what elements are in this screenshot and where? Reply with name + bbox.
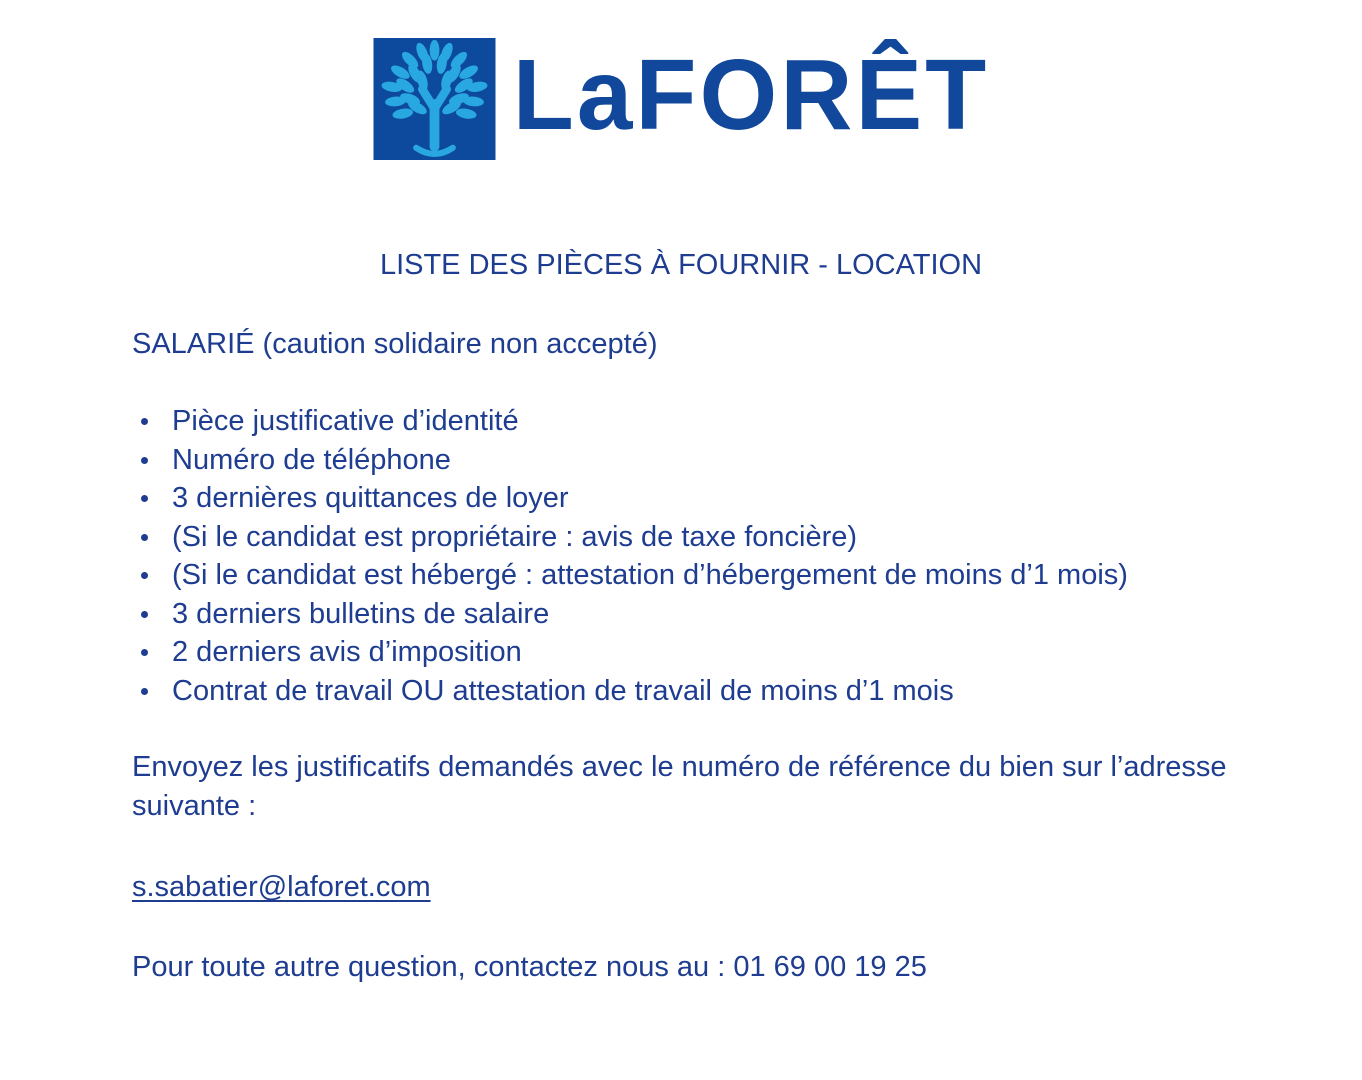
email-line xyxy=(132,868,1362,907)
bullet-icon xyxy=(141,611,148,618)
list-item xyxy=(132,595,1247,634)
page-title: LISTE DES PIÈCES À FOURNIR - LOCATION xyxy=(379,249,983,281)
list-item xyxy=(132,479,1247,518)
email-link[interactable]: s.sabatier@laforet.com xyxy=(132,871,431,903)
laforet-wordmark: LaFORÊT xyxy=(512,39,990,151)
bullet-icon xyxy=(141,688,148,695)
section-heading: SALARIÉ (caution solidaire non accepté) xyxy=(132,327,658,360)
contact-text: Pour toute autre question, contactez nous au : 01 69 00 19 25 xyxy=(132,950,927,983)
list-item xyxy=(132,672,1247,711)
laforet-tree-icon xyxy=(373,38,496,160)
list-item-text: Pièce justificative d’identité xyxy=(172,405,519,437)
bullet-icon xyxy=(141,418,148,425)
list-item-text: 3 dernières quittances de loyer xyxy=(172,482,569,514)
bullet-icon xyxy=(141,649,148,656)
list-item xyxy=(132,633,1247,672)
list-item-text: Numéro de téléphone xyxy=(172,443,451,476)
list-item-text: (Si le candidat est propriétaire : avis de taxe foncière) xyxy=(172,520,858,553)
list-item-text: (Si le candidat est hébergé : attestation d’hébergement de moins d’1 mois) xyxy=(172,559,1128,591)
list-item-text: Contrat de travail OU attestation de travail de moins d’1 mois xyxy=(172,674,954,707)
bullet-icon xyxy=(141,534,148,541)
list-item-text: 2 derniers avis d’imposition xyxy=(172,636,522,668)
list-item xyxy=(132,518,1247,557)
bullet-icon xyxy=(141,457,148,464)
list-item xyxy=(132,441,1247,480)
list-item-text: 3 derniers bulletins de salaire xyxy=(172,597,550,630)
bullet-icon xyxy=(141,572,148,579)
laforet-logo xyxy=(0,0,1362,160)
bullet-icon xyxy=(141,495,148,502)
instructions-text: Envoyez les justificatifs demandés avec le numéro de référence du bien sur l’adresse suivante : xyxy=(132,751,1227,822)
list-item xyxy=(132,556,1247,595)
list-item xyxy=(132,402,1247,441)
requirements-list xyxy=(132,402,1247,710)
